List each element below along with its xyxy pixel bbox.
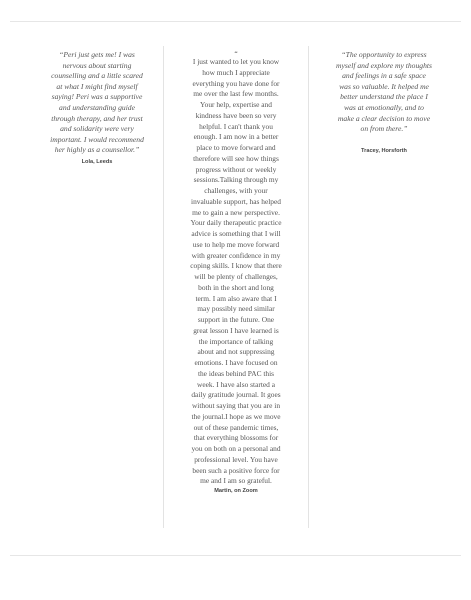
bottom-divider <box>10 555 461 556</box>
column-divider-left <box>163 46 164 528</box>
testimonial-quote: “Peri just gets me! I was nervous about starting counselling and a little scared at what I might find myself saying! Peri was a supportive and understanding guide through therapy, and her trust and solidarity were very important. I would recommend her highly as a counsellor.” <box>50 50 144 155</box>
testimonial-card-lola <box>38 50 156 165</box>
top-divider <box>10 21 461 22</box>
testimonial-author: Lola, Leeds <box>81 158 113 165</box>
testimonial-card-tracey <box>326 50 442 154</box>
testimonial-author: Tracey, Horsforth <box>361 147 407 154</box>
opening-quote-mark: “ <box>234 49 238 58</box>
testimonial-author: Martin, on Zoom <box>214 488 258 494</box>
testimonial-card-martin <box>172 50 300 494</box>
testimonial-quote: “The opportunity to express myself and explore my thoughts and feelings in a safe space was so valuable. It helped me better understand the place I was at emotionally, and to make a clear decision to move on from there.” <box>336 50 432 134</box>
column-divider-right <box>308 46 309 528</box>
testimonial-quote: I just wanted to let you know how much I appreciate everything you have done for me over the last few months. Your help, expertise and kindness have been so very helpful. I can't thank you enough. I am now in a better place to move forward and therefore will see how things progress without or weekly sessions.Talking through my challenges, with your invaluable support, has helped me to gain a new perspective. Your daily therapeutic practice advice is something that I will use to help me move forward with greater confidence in my coping skills. I know that there will be plenty of challenges, both in the short and long term. I am also aware that I may possibly need similar support in the future. One great lesson I have learned is the importance of talking about and not suppressing emotions. I have focused on the ideas behind PAC this week. I have also started a daily gratitude journal. It goes without saying that you are in the journal.I hope as we move out of these pandemic times, that everything blossoms for you on both on a personal and professional level. You have been such a positive force for me and I am so grateful. <box>190 57 282 486</box>
